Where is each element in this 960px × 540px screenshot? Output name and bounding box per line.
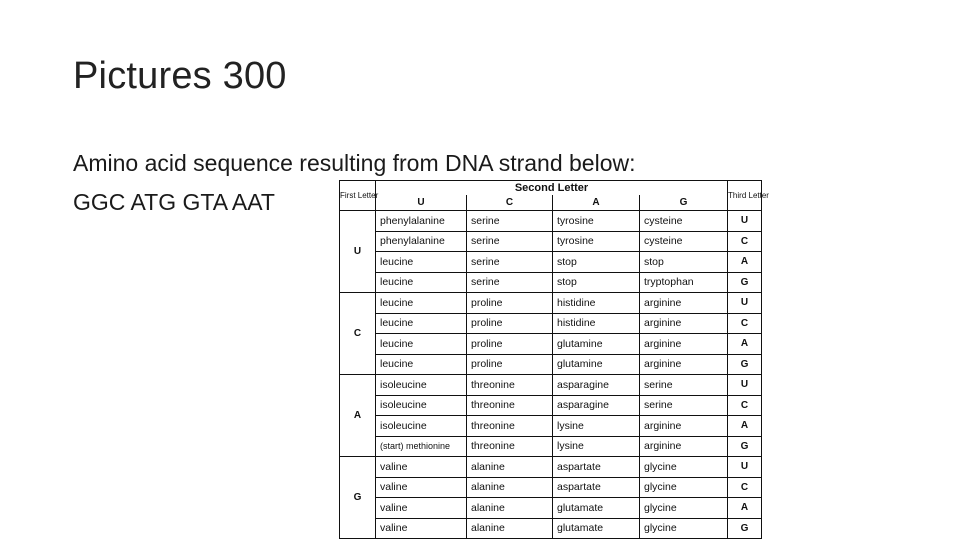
amino-acid-cell: serine: [640, 395, 728, 416]
first-letter-cell: C: [340, 293, 376, 375]
table-row: [340, 375, 762, 396]
table-row: [340, 211, 762, 232]
amino-acid-cell: threonine: [467, 416, 553, 437]
table-row: [340, 272, 762, 293]
amino-acid-cell: threonine: [467, 395, 553, 416]
amino-acid-cell: leucine: [376, 313, 467, 334]
amino-acid-cell: threonine: [467, 436, 553, 457]
amino-acid-cell: asparagine: [553, 395, 640, 416]
amino-acid-cell: arginine: [640, 354, 728, 375]
amino-acid-cell: cysteine: [640, 211, 728, 232]
table-header-row: [340, 181, 762, 196]
first-letter-cell: G: [340, 457, 376, 539]
table-row: [340, 334, 762, 355]
amino-acid-cell: isoleucine: [376, 395, 467, 416]
amino-acid-cell: serine: [467, 211, 553, 232]
amino-acid-cell: valine: [376, 518, 467, 539]
table-row: [340, 518, 762, 539]
third-letter-cell: U: [728, 375, 762, 396]
table-row: [340, 231, 762, 252]
amino-acid-cell: serine: [467, 272, 553, 293]
amino-acid-cell: leucine: [376, 334, 467, 355]
amino-acid-cell: (start) methionine: [376, 436, 467, 457]
amino-acid-cell: aspartate: [553, 477, 640, 498]
table-row: [340, 436, 762, 457]
third-letter-cell: G: [728, 272, 762, 293]
dna-strand-text: GGC ATG GTA AAT: [73, 189, 275, 215]
amino-acid-cell: arginine: [640, 416, 728, 437]
third-letter-cell: G: [728, 436, 762, 457]
table-row: [340, 354, 762, 375]
amino-acid-cell: alanine: [467, 457, 553, 478]
amino-acid-cell: valine: [376, 498, 467, 519]
table-row: [340, 416, 762, 437]
table-row: [340, 498, 762, 519]
second-letter-c: C: [467, 195, 553, 211]
amino-acid-cell: phenylalanine: [376, 211, 467, 232]
second-letter-row: [340, 195, 762, 211]
amino-acid-cell: histidine: [553, 293, 640, 314]
amino-acid-cell: alanine: [467, 518, 553, 539]
amino-acid-cell: stop: [640, 252, 728, 273]
third-letter-cell: A: [728, 334, 762, 355]
table-row: [340, 293, 762, 314]
amino-acid-cell: proline: [467, 354, 553, 375]
amino-acid-cell: glutamine: [553, 354, 640, 375]
third-letter-cell: G: [728, 518, 762, 539]
amino-acid-cell: glycine: [640, 477, 728, 498]
amino-acid-cell: tryptophan: [640, 272, 728, 293]
third-letter-cell: G: [728, 354, 762, 375]
codon-table: [339, 180, 769, 539]
amino-acid-cell: histidine: [553, 313, 640, 334]
second-letter-a: A: [553, 195, 640, 211]
slide-title: Pictures 300: [73, 55, 287, 97]
amino-acid-cell: alanine: [467, 498, 553, 519]
amino-acid-cell: glutamate: [553, 518, 640, 539]
amino-acid-cell: isoleucine: [376, 416, 467, 437]
amino-acid-cell: isoleucine: [376, 375, 467, 396]
amino-acid-cell: serine: [640, 375, 728, 396]
amino-acid-cell: leucine: [376, 293, 467, 314]
first-letter-header: First Letter: [340, 181, 376, 211]
amino-acid-cell: arginine: [640, 293, 728, 314]
third-letter-header: Third Letter: [728, 181, 762, 211]
third-letter-cell: C: [728, 313, 762, 334]
amino-acid-cell: lysine: [553, 436, 640, 457]
amino-acid-cell: serine: [467, 252, 553, 273]
third-letter-cell: C: [728, 395, 762, 416]
first-letter-cell: U: [340, 211, 376, 293]
amino-acid-cell: alanine: [467, 477, 553, 498]
amino-acid-cell: stop: [553, 272, 640, 293]
amino-acid-cell: proline: [467, 334, 553, 355]
amino-acid-cell: phenylalanine: [376, 231, 467, 252]
third-letter-cell: C: [728, 477, 762, 498]
table-row: [340, 457, 762, 478]
amino-acid-cell: leucine: [376, 252, 467, 273]
third-letter-cell: U: [728, 211, 762, 232]
first-letter-cell: A: [340, 375, 376, 457]
amino-acid-cell: tyrosine: [553, 211, 640, 232]
amino-acid-cell: valine: [376, 477, 467, 498]
amino-acid-cell: glycine: [640, 498, 728, 519]
table-row: [340, 477, 762, 498]
table-row: [340, 395, 762, 416]
third-letter-cell: C: [728, 231, 762, 252]
amino-acid-cell: leucine: [376, 354, 467, 375]
amino-acid-cell: proline: [467, 293, 553, 314]
table-row: [340, 313, 762, 334]
amino-acid-cell: arginine: [640, 313, 728, 334]
third-letter-cell: U: [728, 293, 762, 314]
amino-acid-cell: aspartate: [553, 457, 640, 478]
amino-acid-cell: glutamine: [553, 334, 640, 355]
amino-acid-cell: leucine: [376, 272, 467, 293]
amino-acid-cell: arginine: [640, 436, 728, 457]
question-text: Amino acid sequence resulting from DNA strand below:: [73, 150, 636, 176]
second-letter-g: G: [640, 195, 728, 211]
amino-acid-cell: glycine: [640, 518, 728, 539]
amino-acid-cell: glutamate: [553, 498, 640, 519]
amino-acid-cell: tyrosine: [553, 231, 640, 252]
amino-acid-cell: valine: [376, 457, 467, 478]
amino-acid-cell: serine: [467, 231, 553, 252]
amino-acid-cell: threonine: [467, 375, 553, 396]
second-letter-u: U: [376, 195, 467, 211]
amino-acid-cell: lysine: [553, 416, 640, 437]
third-letter-cell: U: [728, 457, 762, 478]
table-row: [340, 252, 762, 273]
codon-table-body: [340, 211, 762, 539]
third-letter-cell: A: [728, 498, 762, 519]
amino-acid-cell: arginine: [640, 334, 728, 355]
amino-acid-cell: asparagine: [553, 375, 640, 396]
amino-acid-cell: cysteine: [640, 231, 728, 252]
amino-acid-cell: stop: [553, 252, 640, 273]
amino-acid-cell: proline: [467, 313, 553, 334]
amino-acid-cell: glycine: [640, 457, 728, 478]
third-letter-cell: A: [728, 252, 762, 273]
second-letter-header: Second Letter: [376, 181, 728, 196]
third-letter-cell: A: [728, 416, 762, 437]
